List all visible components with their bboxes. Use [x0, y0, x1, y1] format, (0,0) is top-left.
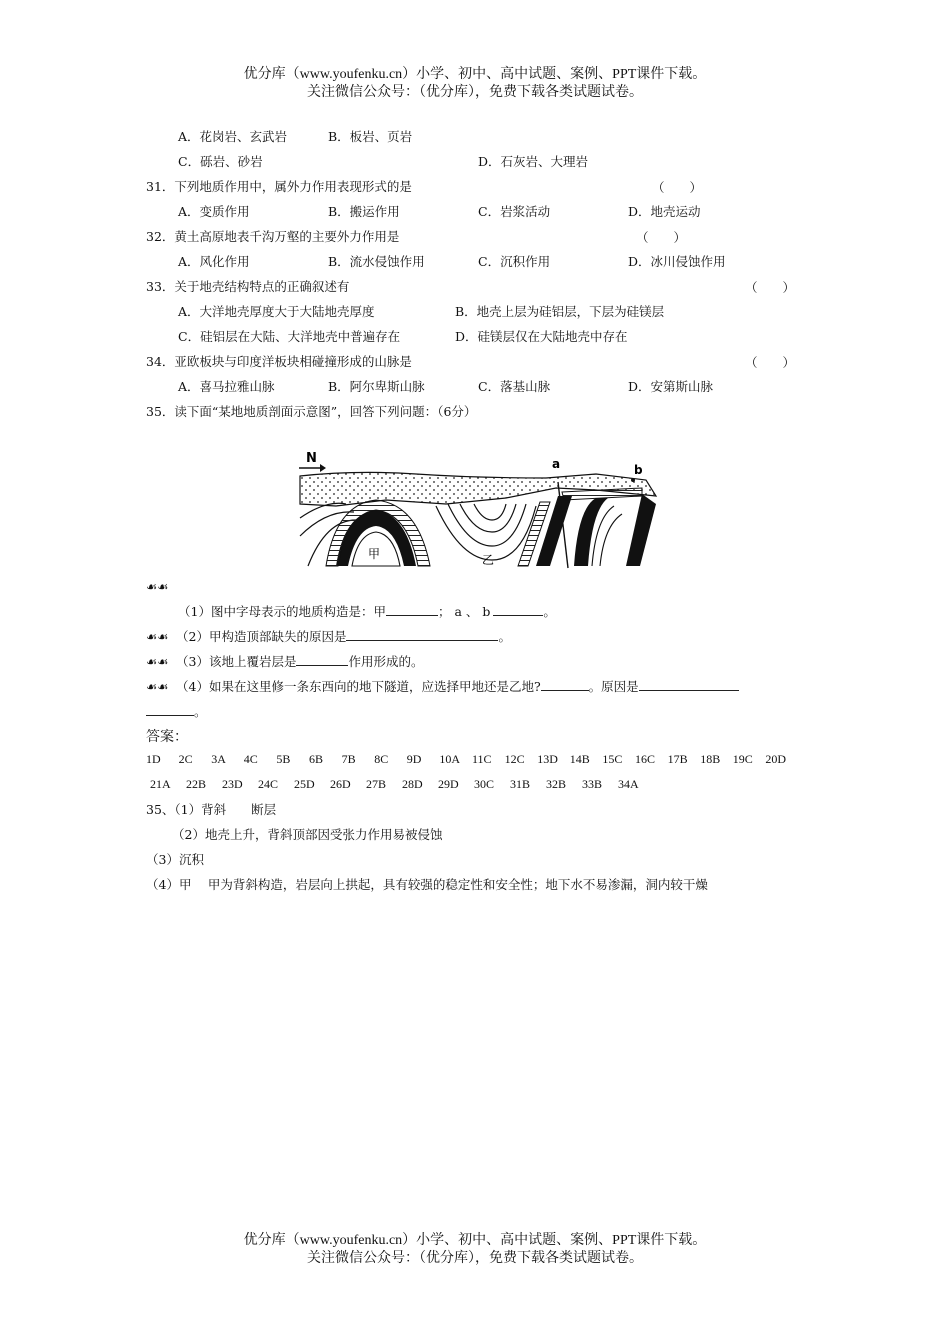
bullet-glyph: ☙☙ [146, 579, 169, 594]
answer-key-item: 34A [618, 777, 639, 791]
answer-blank[interactable] [346, 628, 498, 641]
bullet-glyph: ☙☙ [146, 629, 169, 644]
answer-key-item: 2C [178, 752, 193, 766]
answer-key-item: 24C [258, 777, 279, 791]
q32-option-b: B．流水侵蚀作用 [328, 254, 425, 269]
answer-key-item: 23D [222, 777, 243, 791]
page-header [0, 66, 950, 102]
right-black-layer [574, 498, 608, 566]
bullet-glyph: ☙☙ [146, 679, 169, 694]
q32-option-a: A．风化作用 [178, 254, 250, 269]
answer-key-item: 29D [438, 777, 459, 791]
q32-option-c: C．沉积作用 [478, 254, 551, 269]
q35-sub1-text: （1）图中字母表示的地质构造是：甲 [178, 604, 386, 619]
answer-key-item: 12C [504, 752, 525, 766]
answer-key-item: 16C [635, 752, 656, 766]
header-line-1: 优分库（www.youfenku.cn）小学、初中、高中试题、案例、PPT课件下载。 [243, 67, 707, 82]
answer-key-item: 7B [341, 752, 356, 766]
q35-sub1-end: 。 [543, 604, 556, 619]
answer-key-item: 9D [406, 752, 422, 766]
q33-option-b: B．地壳上层为硅铝层，下层为硅镁层 [455, 304, 665, 319]
answer-key-item: 22B [186, 777, 207, 791]
footer-line-2: 关注微信公众号：（优分库），免费下载各类试题试卷。 [307, 1251, 643, 1266]
answer-key-item: 26D [330, 777, 351, 791]
answer-key-item: 27B [366, 777, 387, 791]
q34-option-b: B．阿尔卑斯山脉 [328, 379, 425, 394]
answer-key-item: 32B [546, 777, 567, 791]
q33-answer-paren: （ ） [745, 280, 796, 295]
q33-option-d: D．硅镁层仅在大陆地壳中存在 [455, 329, 628, 344]
q31-option-d: D．地壳运动 [628, 204, 701, 219]
q34-option-d: D．安第斯山脉 [628, 379, 714, 394]
answer-blank[interactable] [296, 653, 348, 666]
answer-key-item: 28D [402, 777, 423, 791]
q31-option-b: B．搬运作用 [328, 204, 400, 219]
point-b-label: b [634, 463, 643, 477]
q35-sub3-end: 作用形成的。 [348, 654, 424, 669]
q35-stem: 35．读下面“某地地质剖面示意图”，回答下列问题：（6分） [146, 404, 477, 419]
footer-line-1: 优分库（www.youfenku.cn）小学、初中、高中试题、案例、PPT课件下载。 [243, 1233, 707, 1248]
q35-sub4 [146, 678, 739, 696]
answer-key-item: 20D [765, 752, 787, 766]
answer-key-item: 3A [211, 752, 226, 766]
q35-sub1-mid: ； a 、 b [437, 604, 491, 619]
q30-option-d: D．石灰岩、大理岩 [478, 154, 589, 169]
answer-key-item: 25D [294, 777, 315, 791]
answer-key-item: 5B [276, 752, 291, 766]
answer-blank[interactable] [386, 603, 438, 616]
q32-option-d: D．冰川侵蚀作用 [628, 254, 726, 269]
header-line-2: 关注微信公众号：（优分库），免费下载各类试题试卷。 [307, 85, 643, 100]
point-b-marker [631, 478, 635, 482]
answer-35-4: （4）甲 甲为背斜构造，岩层向上拱起，具有较强的稳定性和安全性；地下水不易渗漏，洞内较干燥 [146, 877, 708, 892]
answer-key-item: 30C [474, 777, 495, 791]
north-arrow-head-icon [320, 464, 326, 472]
q35-sub2-end: 。 [498, 629, 511, 644]
right-fold-line [600, 514, 622, 566]
q35-sub2 [146, 628, 511, 646]
yi-label: 乙 [482, 553, 495, 567]
syncline-line [474, 504, 506, 520]
page-footer [0, 1232, 950, 1268]
answer-key-item: 18B [700, 752, 721, 766]
answer-35-3: （3）沉积 [146, 852, 204, 867]
answer-key-item: 1D [146, 752, 161, 766]
q35-sub2-text: （2）甲构造顶部缺失的原因是 [176, 629, 347, 644]
fault-a-label: a [552, 457, 561, 471]
q35-sub1 [178, 603, 556, 621]
q32-answer-paren: （ ） [636, 230, 687, 245]
answer-key-item: 13D [537, 752, 558, 766]
answer-key-item: 6B [309, 752, 324, 766]
q33-option-c: C．硅铝层在大陆、大洋地壳中普遍存在 [178, 329, 401, 344]
answer-key-row-2 [150, 777, 830, 795]
north-label: N [306, 451, 317, 466]
answer-blank[interactable] [493, 603, 543, 616]
answer-blank[interactable] [541, 678, 589, 691]
q35-sub4-cont [146, 703, 207, 721]
answer-key-item: 15C [602, 752, 623, 766]
geological-section-figure [296, 448, 660, 572]
q35-sub4-mid: 。原因是 [588, 679, 639, 694]
answer-key-item: 8C [374, 752, 389, 766]
jia-label: 甲 [368, 547, 381, 561]
q35-sub4-text: （4）如果在这里修一条东西向的地下隧道，应选择甲地还是乙地? [176, 679, 541, 694]
q31-answer-paren: （ ） [652, 180, 703, 195]
q34-option-a: A．喜马拉雅山脉 [178, 379, 275, 394]
right-edge-black-layer [626, 494, 656, 566]
answer-key-item: 33B [582, 777, 603, 791]
answer-key-item: 11C [472, 752, 492, 766]
answer-blank[interactable] [639, 678, 739, 691]
q31-option-c: C．岩浆活动 [478, 204, 551, 219]
answer-key-item: 10A [439, 752, 461, 766]
q34-answer-paren: （ ） [745, 355, 796, 370]
q30-option-a: A．花岗岩、玄武岩 [178, 129, 288, 144]
q35-sub3 [146, 653, 423, 671]
q35-sub4-end: 。 [194, 704, 207, 719]
answer-key-item: 14B [569, 752, 590, 766]
q32-stem: 32．黄土高原地表千沟万壑的主要外力作用是 [146, 229, 400, 244]
q30-option-b: B．板岩、页岩 [328, 129, 413, 144]
answer-key-item: 19C [732, 752, 753, 766]
syncline-line [436, 506, 536, 560]
q33-stem: 33．关于地壳结构特点的正确叙述有 [146, 279, 350, 294]
q30-option-c: C．砾岩、砂岩 [178, 154, 263, 169]
q34-stem: 34．亚欧板块与印度洋板块相碰撞形成的山脉是 [146, 354, 412, 369]
right-hatched-cap [562, 488, 642, 500]
answers-title: 答案： [146, 728, 188, 744]
answer-key-row-1 [146, 752, 826, 770]
answer-key-item: 21A [150, 777, 171, 791]
answer-key-item: 31B [510, 777, 531, 791]
syncline-line [460, 504, 516, 532]
q34-option-c: C．落基山脉 [478, 379, 551, 394]
q33-option-a: A．大洋地壳厚度大于大陆地壳厚度 [178, 304, 375, 319]
answer-35-2: （2）地壳上升，背斜顶部因受张力作用易被侵蚀 [172, 827, 443, 842]
q31-option-a: A．变质作用 [178, 204, 250, 219]
bullet-glyph: ☙☙ [146, 654, 169, 669]
answer-35-1: 35、（1）背斜 断层 [146, 802, 277, 817]
q35-sub3-text: （3）该地上覆岩层是 [176, 654, 297, 669]
answer-key-item: 4C [243, 752, 258, 766]
answer-blank[interactable] [146, 703, 194, 716]
q31-stem: 31．下列地质作用中，属外力作用表现形式的是 [146, 179, 412, 194]
answer-key-item: 17B [667, 752, 688, 766]
